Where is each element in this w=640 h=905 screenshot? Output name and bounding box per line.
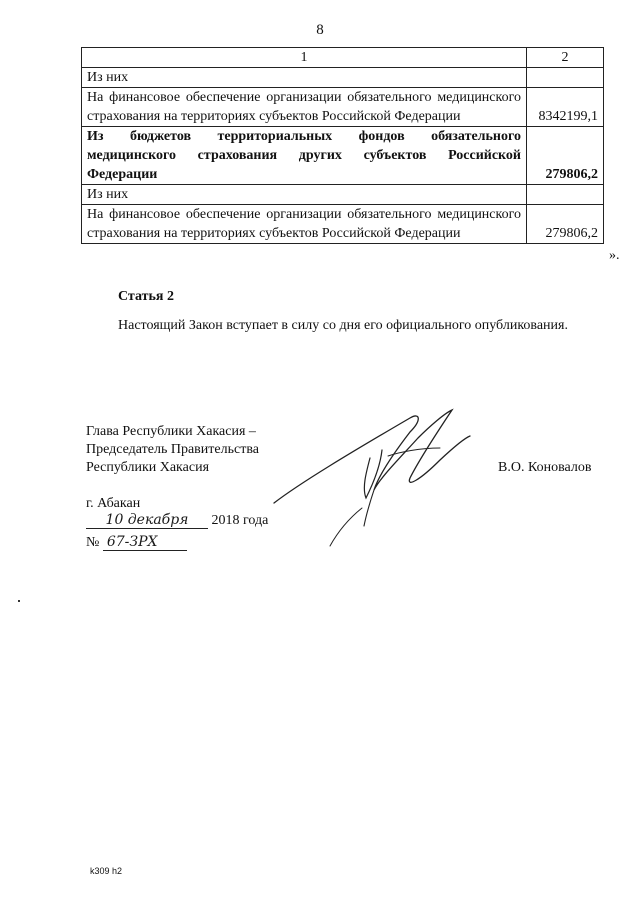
signer-title-line: Председатель Правительства [86, 442, 259, 457]
table-row [82, 205, 604, 244]
table-header-row [82, 48, 604, 68]
place: г. Абакан [86, 496, 141, 511]
table-cell-description: Из бюджетов территориальных фондов обязательного медицинского страхования других субъектов Российской Федерации [82, 127, 527, 185]
table-cell-description: На финансовое обеспечение организации обязательного медицинского страхования на территориях субъектов Российской Федерации [82, 88, 527, 127]
table-header-cell: 2 [527, 48, 604, 68]
table-cell-description: Из них [82, 68, 527, 88]
budget-table [81, 47, 604, 244]
table-row [82, 68, 604, 88]
handwritten-date: 10 декабря [86, 512, 208, 529]
table-row [82, 127, 604, 185]
signer-title [86, 423, 259, 477]
scan-speck [18, 600, 20, 602]
table-cell-value: 8342199,1 [527, 88, 604, 127]
article-text: Настоящий Закон вступает в силу со дня его официального опубликования. [118, 318, 568, 333]
article-heading: Статья 2 [118, 289, 174, 304]
page-number: 8 [316, 22, 324, 38]
table-cell-value: 279806,2 [527, 205, 604, 244]
table-cell-description: На финансовое обеспечение организации обязательного медицинского страхования на территориях субъектов Российской Федерации [82, 205, 527, 244]
table-row [82, 88, 604, 127]
signer-title-line: Республики Хакасия [86, 460, 210, 475]
signer-name: В.О. Коновалов [498, 460, 592, 475]
table-cell-value [527, 185, 604, 205]
table-row [82, 185, 604, 205]
table-cell-value: 279806,2 [527, 127, 604, 185]
handwritten-law-number: 67-ЗРХ [103, 534, 187, 551]
date-year: 2018 года [211, 513, 269, 528]
law-number-prefix: № [86, 535, 100, 550]
table-cell-description: Из них [82, 185, 527, 205]
handwritten-signature [270, 398, 480, 548]
table-header-cell: 1 [82, 48, 527, 68]
law-number-line [86, 534, 187, 551]
signer-title-line: Глава Республики Хакасия – [86, 424, 256, 439]
footer-code: k309 h2 [90, 866, 123, 876]
table-cell-value [527, 68, 604, 88]
date-line [86, 512, 268, 532]
closing-quote: ». [609, 248, 620, 263]
